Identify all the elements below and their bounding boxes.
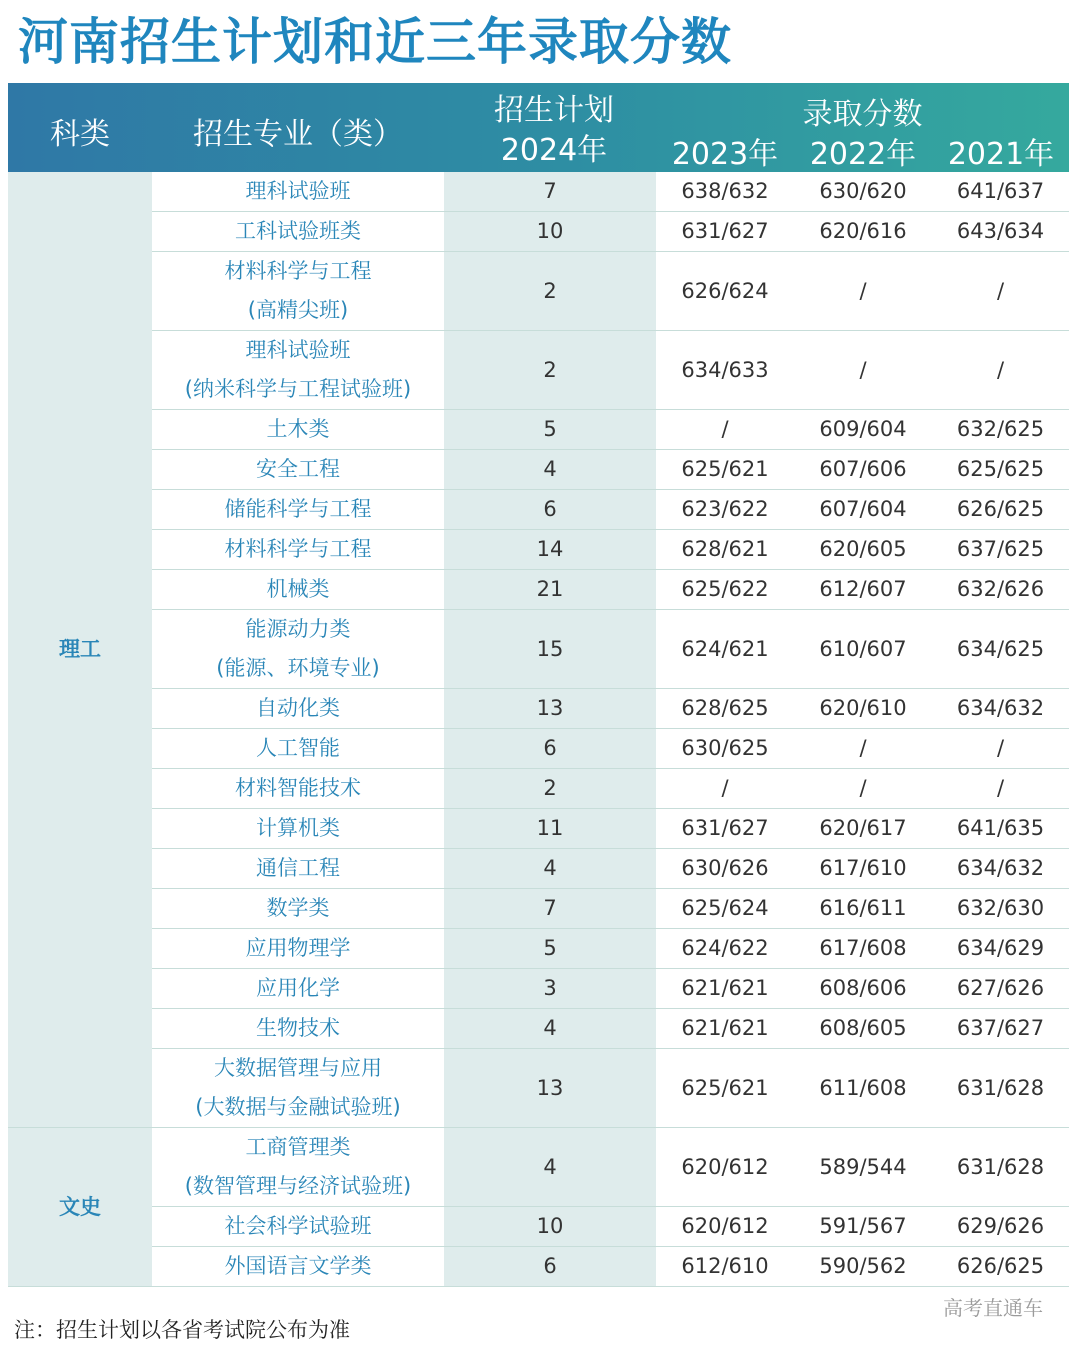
- table-row: [8, 172, 1069, 212]
- score-2022-cell: 630/620: [794, 172, 932, 212]
- major-cell: [152, 570, 444, 610]
- major-cell: [152, 929, 444, 969]
- score-2022-cell: 616/611: [794, 889, 932, 929]
- score-2022-cell: 607/606: [794, 450, 932, 490]
- major-name-line: 机械类: [266, 577, 330, 601]
- score-2021-cell: 631/628: [932, 1128, 1069, 1207]
- major-name-line: (数智管理与经济试验班): [184, 1174, 412, 1198]
- major-name-line: 应用化学: [256, 976, 340, 1000]
- major-cell: [152, 689, 444, 729]
- plan-cell: 5: [444, 410, 656, 450]
- major-name-line: 工商管理类: [245, 1135, 351, 1159]
- major-name-line: (能源、环境专业): [216, 656, 380, 680]
- score-2022-cell: 620/605: [794, 530, 932, 570]
- major-name-line: 数学类: [266, 896, 330, 920]
- score-2021-cell: 629/626: [932, 1207, 1069, 1247]
- plan-cell: 14: [444, 530, 656, 570]
- major-cell: [152, 1247, 444, 1287]
- table-row: [8, 969, 1069, 1009]
- plan-cell: 4: [444, 1128, 656, 1207]
- header-plan-label: 招生计划: [494, 93, 614, 128]
- major-cell: [152, 729, 444, 769]
- score-2021-cell: 634/625: [932, 610, 1069, 689]
- major-cell: [152, 530, 444, 570]
- table-row: [8, 1128, 1069, 1207]
- score-2021-cell: /: [932, 252, 1069, 331]
- plan-cell: 7: [444, 889, 656, 929]
- header-year-2022: 2022年: [809, 137, 917, 172]
- table-header: [8, 83, 1069, 172]
- header-major: 招生专业（类）: [193, 117, 403, 152]
- major-cell: [152, 1009, 444, 1049]
- major-name-line: 工科试验班类: [235, 219, 361, 243]
- table-row: [8, 1009, 1069, 1049]
- major-name-line: 土木类: [266, 417, 330, 441]
- header-plan-year: 2024年: [500, 133, 608, 168]
- header-score: 录取分数: [802, 97, 923, 132]
- table-row: [8, 331, 1069, 410]
- score-2023-cell: 630/626: [656, 849, 794, 889]
- score-2021-cell: 626/625: [932, 490, 1069, 530]
- major-cell: [152, 809, 444, 849]
- major-cell: [152, 610, 444, 689]
- score-2021-cell: 632/630: [932, 889, 1069, 929]
- plan-cell: 21: [444, 570, 656, 610]
- major-name-line: 人工智能: [256, 736, 340, 760]
- score-2023-cell: 624/621: [656, 610, 794, 689]
- major-name-line: 通信工程: [256, 856, 340, 880]
- score-2021-cell: 634/632: [932, 689, 1069, 729]
- table-row: [8, 450, 1069, 490]
- score-2022-cell: 609/604: [794, 410, 932, 450]
- score-2021-cell: 643/634: [932, 212, 1069, 252]
- major-cell: [152, 252, 444, 331]
- table-row: [8, 410, 1069, 450]
- table-row: [8, 1207, 1069, 1247]
- score-2023-cell: 620/612: [656, 1128, 794, 1207]
- plan-cell: 6: [444, 729, 656, 769]
- plan-cell: 4: [444, 1009, 656, 1049]
- score-2022-cell: 617/610: [794, 849, 932, 889]
- major-name-line: 理科试验班: [245, 179, 351, 203]
- major-cell: [152, 769, 444, 809]
- score-2023-cell: 628/625: [656, 689, 794, 729]
- major-name-line: 计算机类: [256, 816, 340, 840]
- table-row: [8, 729, 1069, 769]
- score-2023-cell: 625/624: [656, 889, 794, 929]
- major-name-line: 材料科学与工程: [224, 259, 372, 283]
- table-row: [8, 809, 1069, 849]
- score-2022-cell: 612/607: [794, 570, 932, 610]
- score-2022-cell: 610/607: [794, 610, 932, 689]
- category-cell: 文史: [8, 1128, 152, 1287]
- score-2021-cell: 627/626: [932, 969, 1069, 1009]
- score-2021-cell: /: [932, 729, 1069, 769]
- plan-cell: 3: [444, 969, 656, 1009]
- major-cell: [152, 450, 444, 490]
- score-2022-cell: /: [794, 252, 932, 331]
- plan-cell: 15: [444, 610, 656, 689]
- major-name-line: 应用物理学: [245, 936, 351, 960]
- plan-cell: 7: [444, 172, 656, 212]
- header-category: 科类: [50, 117, 110, 152]
- major-cell: [152, 1207, 444, 1247]
- major-name-line: 材料智能技术: [235, 776, 361, 800]
- table-row: [8, 1049, 1069, 1128]
- score-2023-cell: 621/621: [656, 969, 794, 1009]
- major-name-line: 大数据管理与应用: [214, 1056, 382, 1080]
- plan-cell: 4: [444, 849, 656, 889]
- score-2023-cell: 625/622: [656, 570, 794, 610]
- score-2023-cell: 631/627: [656, 809, 794, 849]
- major-name-line: 社会科学试验班: [224, 1214, 372, 1238]
- table-body: [8, 172, 1069, 1287]
- major-name-line: 自动化类: [256, 696, 340, 720]
- plan-cell: 2: [444, 769, 656, 809]
- major-cell: [152, 1128, 444, 1207]
- score-2022-cell: 589/544: [794, 1128, 932, 1207]
- major-name-line: 安全工程: [256, 457, 340, 481]
- page-title: 河南招生计划和近三年录取分数: [18, 13, 732, 71]
- score-2023-cell: /: [656, 769, 794, 809]
- plan-cell: 13: [444, 689, 656, 729]
- watermark: 高考直通车: [943, 1296, 1043, 1320]
- major-name-line: (大数据与金融试验班): [195, 1095, 401, 1119]
- score-2023-cell: 621/621: [656, 1009, 794, 1049]
- plan-cell: 2: [444, 331, 656, 410]
- table-row: [8, 252, 1069, 331]
- score-2021-cell: 625/625: [932, 450, 1069, 490]
- score-2022-cell: 617/608: [794, 929, 932, 969]
- footnote: 注：招生计划以各省考试院公布为准: [14, 1318, 350, 1342]
- score-2022-cell: 608/606: [794, 969, 932, 1009]
- major-name-line: (纳米科学与工程试验班): [184, 377, 412, 401]
- major-cell: [152, 849, 444, 889]
- score-2023-cell: 624/622: [656, 929, 794, 969]
- major-name-line: 外国语言文学类: [224, 1254, 372, 1278]
- table-row: [8, 212, 1069, 252]
- score-2022-cell: /: [794, 729, 932, 769]
- table-row: [8, 610, 1069, 689]
- major-cell: [152, 172, 444, 212]
- score-2023-cell: 625/621: [656, 1049, 794, 1128]
- score-2021-cell: 637/627: [932, 1009, 1069, 1049]
- score-2022-cell: 620/617: [794, 809, 932, 849]
- score-2021-cell: 632/626: [932, 570, 1069, 610]
- plan-cell: 13: [444, 1049, 656, 1128]
- table-row: [8, 889, 1069, 929]
- plan-cell: 2: [444, 252, 656, 331]
- score-2023-cell: 623/622: [656, 490, 794, 530]
- major-cell: [152, 212, 444, 252]
- major-name-line: 理科试验班: [245, 338, 351, 362]
- plan-cell: 11: [444, 809, 656, 849]
- plan-cell: 4: [444, 450, 656, 490]
- plan-cell: 10: [444, 212, 656, 252]
- header-year-2023: 2023年: [671, 137, 779, 172]
- category-cell: 理工: [8, 172, 152, 1128]
- score-2023-cell: 634/633: [656, 331, 794, 410]
- score-2023-cell: 620/612: [656, 1207, 794, 1247]
- table-row: [8, 929, 1069, 969]
- header-year-2021: 2021年: [947, 137, 1055, 172]
- score-2021-cell: 632/625: [932, 410, 1069, 450]
- score-2023-cell: 631/627: [656, 212, 794, 252]
- major-cell: [152, 490, 444, 530]
- major-cell: [152, 410, 444, 450]
- score-2022-cell: 620/610: [794, 689, 932, 729]
- plan-cell: 6: [444, 490, 656, 530]
- score-2023-cell: 628/621: [656, 530, 794, 570]
- score-2022-cell: 620/616: [794, 212, 932, 252]
- score-2021-cell: 637/625: [932, 530, 1069, 570]
- table-row: [8, 689, 1069, 729]
- score-2022-cell: /: [794, 769, 932, 809]
- table-row: [8, 570, 1069, 610]
- major-name-line: 材料科学与工程: [224, 537, 372, 561]
- admission-table: [8, 172, 1069, 1287]
- score-2023-cell: 630/625: [656, 729, 794, 769]
- score-2023-cell: /: [656, 410, 794, 450]
- score-2023-cell: 612/610: [656, 1247, 794, 1287]
- score-2022-cell: 608/605: [794, 1009, 932, 1049]
- score-2022-cell: 611/608: [794, 1049, 932, 1128]
- table-row: [8, 530, 1069, 570]
- score-2021-cell: /: [932, 769, 1069, 809]
- major-name-line: 储能科学与工程: [224, 497, 372, 521]
- table-row: [8, 769, 1069, 809]
- score-2023-cell: 638/632: [656, 172, 794, 212]
- score-2022-cell: 590/562: [794, 1247, 932, 1287]
- score-2021-cell: 626/625: [932, 1247, 1069, 1287]
- major-cell: [152, 1049, 444, 1128]
- table-row: [8, 849, 1069, 889]
- score-2023-cell: 626/624: [656, 252, 794, 331]
- score-2022-cell: /: [794, 331, 932, 410]
- score-2023-cell: 625/621: [656, 450, 794, 490]
- score-2021-cell: /: [932, 331, 1069, 410]
- table-row: [8, 490, 1069, 530]
- score-2021-cell: 634/629: [932, 929, 1069, 969]
- plan-cell: 5: [444, 929, 656, 969]
- score-2021-cell: 641/635: [932, 809, 1069, 849]
- major-name-line: (高精尖班): [247, 298, 349, 322]
- major-name-line: 能源动力类: [245, 617, 351, 641]
- plan-cell: 10: [444, 1207, 656, 1247]
- major-cell: [152, 331, 444, 410]
- plan-cell: 6: [444, 1247, 656, 1287]
- score-2022-cell: 591/567: [794, 1207, 932, 1247]
- header-plan: [444, 91, 664, 171]
- score-2021-cell: 634/632: [932, 849, 1069, 889]
- score-2022-cell: 607/604: [794, 490, 932, 530]
- major-cell: [152, 969, 444, 1009]
- major-name-line: 生物技术: [256, 1016, 340, 1040]
- score-2021-cell: 631/628: [932, 1049, 1069, 1128]
- table-row: [8, 1247, 1069, 1287]
- major-cell: [152, 889, 444, 929]
- score-2021-cell: 641/637: [932, 172, 1069, 212]
